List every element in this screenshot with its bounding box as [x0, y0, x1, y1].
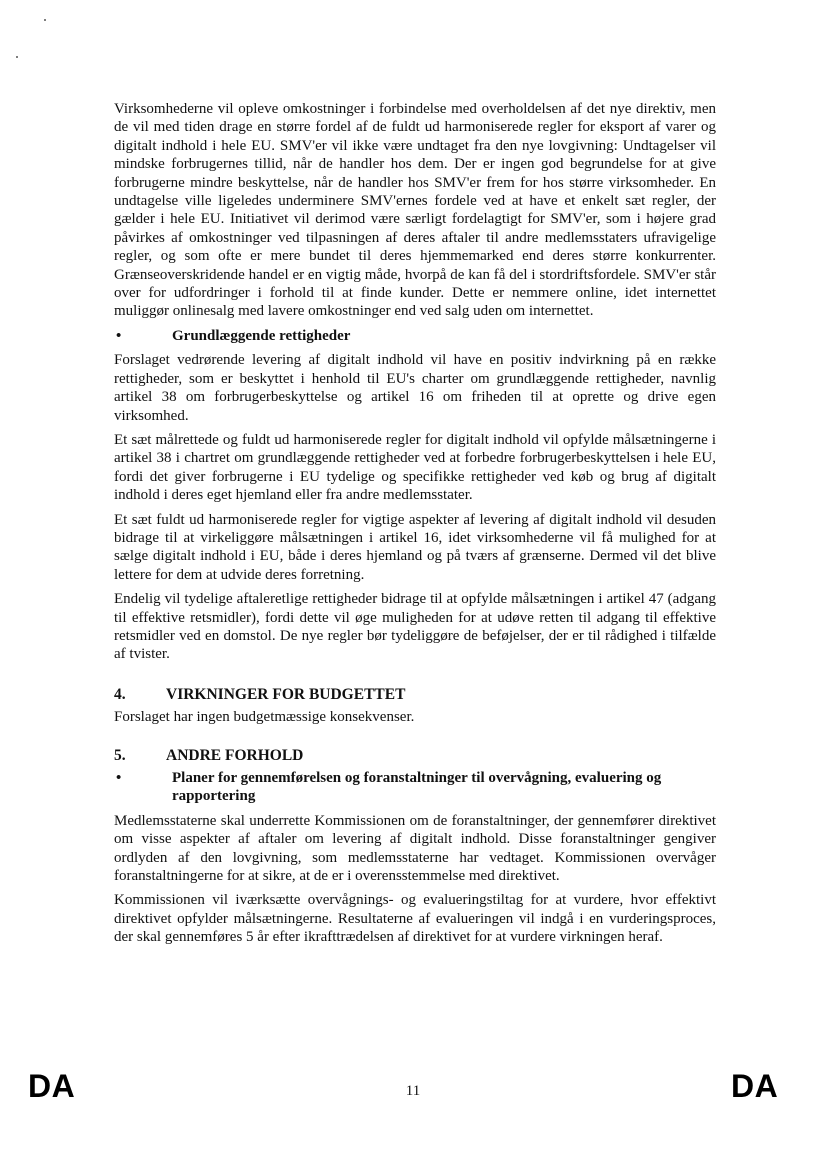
- document-body: [114, 100, 716, 953]
- section-number: 4.: [114, 685, 126, 703]
- language-code-right: DA: [731, 1068, 779, 1104]
- scan-speck-top: [44, 19, 46, 21]
- fundamental-rights-paragraph: Et sæt fuldt ud harmoniserede regler for vigtige aspekter af levering af digitalt indhold vil desuden bidrage til at virkeliggøre målsætningen i artikel 16, idet virksomhederne vil få mulighed for at sælge digitalt indhold i EU, både i deres hjemland og på tværs af grænserne. Dermed vil det blive lettere for dem at udvide deres forretning.: [114, 511, 716, 583]
- fundamental-rights-paragraph: Endelig vil tydelige aftaleretlige rettigheder bidrage til at opfylde målsætningen i artikel 47 (adgang til effektive retsmidler), fordi dette vil øge muligheden for at udøve retten til adgang til effektive retsmidler ved en domstol. De nye regler bør tydeliggøre de beføjelser, der er til rådighed i tilfælde af tvister.: [114, 591, 716, 663]
- fundamental-rights-heading: [114, 327, 716, 345]
- smv-impact-paragraph: Virksomhederne vil opleve omkostninger i forbindelse med overholdelsen af det nye direktiv, men de vil med tiden drage en større fordel af de fuldt ud harmoniserede regler for eksport af varer og digitalt indhold i hele EU. SMV'er vil ikke være undtaget fra den nye lovgivning: Undtagelser vil mindske forbrugernes tillid, når de handler hos dem. Der er ingen god begrundelse for at give forbrugerne mindre beskyttelse, når de handler hos SMV'er frem for hos større virksomheder. En undtagelse ville ligeledes underminere SMV'ernes fordele ved at have et enkelt sæt regler, der gælder i hele EU. Initiativet vil derimod være særligt fordelagtigt for SMV'er, som i højere grad påvirkes af omkostninger ved tilpasningen af deres aftaler til andre medlemsstaters ufravigelige regler, og som ofte er mere bundet til deres hjemmemarked end deres større konkurrenter. Grænseoverskridende handel er en vigtig måde, hvorpå de kan få del i stordriftsfordele. SMV'er står over for udfordringer i forhold til at finde kunder. Dette er nemmere online, idet internettet muliggør onlinesalg med lavere omkostninger end ved salg uden om internettet.: [114, 101, 716, 320]
- fundamental-rights-paragraph: Forslaget vedrørende levering af digitalt indhold vil have en positiv indvirkning på en række rettigheder, som er beskyttet i henhold til EU's charter om grundlæggende rettigheder, navnlig artikel 38 om forbrugerbeskyttelse og artikel 16 om friheden til at oprette og drive egen virksomhed.: [114, 352, 716, 424]
- monitoring-paragraph: Medlemsstaterne skal underrette Kommissionen om de foranstaltninger, der gennemfører direktivet om visse aspekter af aftaler om levering af digitalt indhold. Disse foranstaltninger gengiver ordlyden af den lovgivning, som medlemsstaterne har vedtaget. Kommissionen overvåger foranstaltningerne for at sikre, at de er i overensstemmelse med direktivet.: [114, 812, 716, 885]
- section-title: ANDRE FORHOLD: [166, 746, 304, 764]
- section-title: VIRKNINGER FOR BUDGETTET: [166, 685, 406, 703]
- page-number: 11: [405, 1083, 421, 1099]
- bullet-marker: •: [116, 770, 122, 786]
- scan-speck-left: [16, 56, 18, 58]
- section-5-heading: [114, 747, 716, 765]
- evaluation-paragraph: Kommissionen vil iværksætte overvågnings- og evalueringstiltag for at vurdere, hvor effektivt direktivet opfylder målsætningerne. Resultaterne af evalueringen vil indgå i en vurderingsproces, der skal gennemføres 5 år efter ikrafttrædelsen af direktivet for at vurdere virkningen heraf.: [114, 892, 716, 946]
- implementation-plans-heading: [114, 769, 716, 806]
- implementation-plans-heading-text: Planer for gennemførelsen og foranstaltninger til overvågning, evaluering og rapportering: [172, 770, 662, 805]
- fundamental-rights-paragraph: Et sæt målrettede og fuldt ud harmoniserede regler for digitalt indhold vil opfylde målsætningerne i artikel 38 i chartret om grundlæggende rettigheder ved at forbedre forbrugerbeskyttelsen i hele EU, fordi det giver forbrugerne i EU tydelige og specifikke rettigheder ved køb og brug af digitalt indhold i deres eget hjemland eller fra andre medlemsstater.: [114, 431, 716, 504]
- budget-paragraph: Forslaget har ingen budgetmæssige konsekvenser.: [114, 709, 415, 726]
- section-4-heading: [114, 686, 716, 704]
- bullet-marker: •: [116, 327, 122, 344]
- language-code-left: DA: [28, 1068, 76, 1104]
- fundamental-rights-heading-text: Grundlæggende rettigheder: [172, 327, 351, 344]
- section-number: 5.: [114, 746, 126, 764]
